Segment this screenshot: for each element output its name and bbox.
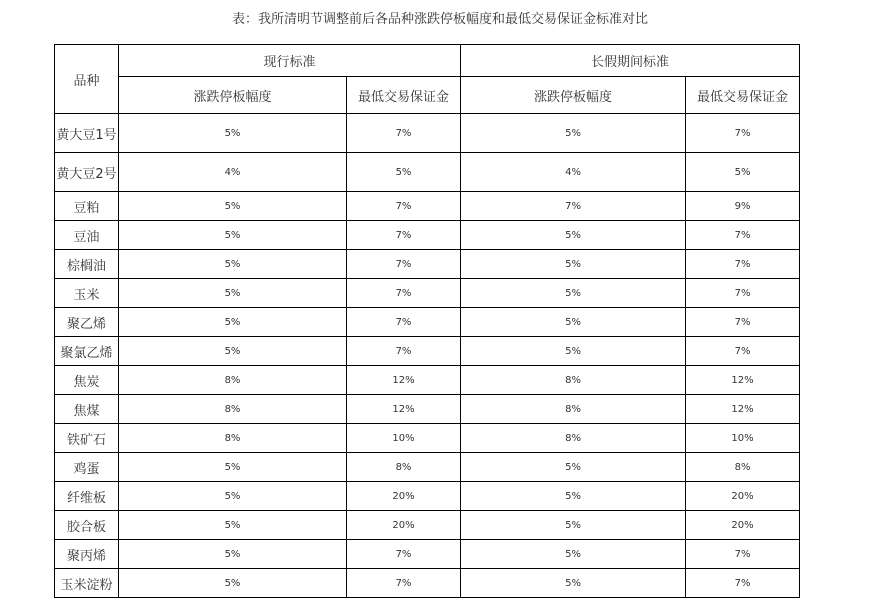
table-row [55,250,800,279]
header-group-row [55,45,800,77]
table-row [55,569,800,598]
variety-name-cell: 聚乙烯 [55,308,119,337]
table-row [55,153,800,192]
current-limit-cell: 5% [119,540,347,569]
holiday-margin-cell: 10% [686,424,800,453]
current-limit-cell: 4% [119,153,347,192]
header-sub-row [55,77,800,114]
holiday-margin-cell: 5% [686,153,800,192]
current-limit-cell: 8% [119,366,347,395]
variety-name-cell: 纤维板 [55,482,119,511]
holiday-margin-header: 最低交易保证金 [686,77,800,114]
holiday-standard-header: 长假期间标准 [461,45,800,77]
table-row [55,337,800,366]
holiday-margin-cell: 7% [686,308,800,337]
table-row [55,453,800,482]
current-margin-cell: 7% [347,192,461,221]
current-limit-cell: 5% [119,114,347,153]
holiday-limit-cell: 5% [461,482,686,511]
current-margin-cell: 7% [347,569,461,598]
current-margin-cell: 12% [347,395,461,424]
current-limit-cell: 5% [119,221,347,250]
variety-name-cell: 豆油 [55,221,119,250]
current-margin-cell: 20% [347,482,461,511]
current-limit-cell: 8% [119,395,347,424]
holiday-limit-cell: 5% [461,279,686,308]
holiday-limit-cell: 8% [461,366,686,395]
holiday-limit-cell: 8% [461,395,686,424]
current-margin-cell: 10% [347,424,461,453]
holiday-limit-cell: 5% [461,308,686,337]
holiday-margin-cell: 7% [686,569,800,598]
current-margin-cell: 7% [347,540,461,569]
current-limit-cell: 5% [119,192,347,221]
current-limit-cell: 5% [119,482,347,511]
current-limit-cell: 5% [119,453,347,482]
variety-name-cell: 棕榈油 [55,250,119,279]
holiday-limit-header: 涨跌停板幅度 [461,77,686,114]
current-limit-cell: 5% [119,337,347,366]
holiday-margin-cell: 7% [686,540,800,569]
current-margin-cell: 7% [347,279,461,308]
holiday-margin-cell: 12% [686,395,800,424]
variety-name-cell: 焦煤 [55,395,119,424]
variety-name-cell: 鸡蛋 [55,453,119,482]
current-margin-cell: 20% [347,511,461,540]
current-margin-cell: 8% [347,453,461,482]
margin-comparison-table [54,44,800,598]
table-caption: 表：我所清明节调整前后各品种涨跌停板幅度和最低交易保证金标准对比 [231,12,648,27]
holiday-margin-cell: 12% [686,366,800,395]
holiday-limit-cell: 5% [461,337,686,366]
holiday-margin-cell: 9% [686,192,800,221]
current-limit-cell: 5% [119,308,347,337]
holiday-margin-cell: 7% [686,114,800,153]
holiday-margin-cell: 20% [686,482,800,511]
variety-name-cell: 胶合板 [55,511,119,540]
table-row [55,221,800,250]
holiday-limit-cell: 5% [461,221,686,250]
holiday-limit-cell: 5% [461,250,686,279]
table-row [55,279,800,308]
holiday-limit-cell: 5% [461,540,686,569]
current-standard-header: 现行标准 [119,45,461,77]
variety-name-cell: 聚丙烯 [55,540,119,569]
holiday-limit-cell: 5% [461,114,686,153]
current-limit-cell: 5% [119,279,347,308]
table-row [55,424,800,453]
holiday-limit-cell: 7% [461,192,686,221]
current-margin-cell: 7% [347,337,461,366]
current-limit-cell: 5% [119,569,347,598]
table-row [55,192,800,221]
variety-name-cell: 黄大豆1号 [55,114,119,153]
variety-name-cell: 黄大豆2号 [55,153,119,192]
current-limit-cell: 5% [119,511,347,540]
holiday-limit-cell: 5% [461,453,686,482]
table-row [55,540,800,569]
table-header [55,45,800,114]
variety-name-cell: 豆粕 [55,192,119,221]
variety-name-cell: 玉米 [55,279,119,308]
current-margin-cell: 12% [347,366,461,395]
variety-name-cell: 聚氯乙烯 [55,337,119,366]
table-row [55,114,800,153]
variety-column-header: 品种 [55,45,119,114]
table-row [55,482,800,511]
table-row [55,308,800,337]
holiday-margin-cell: 7% [686,221,800,250]
current-margin-cell: 7% [347,250,461,279]
current-margin-cell: 7% [347,221,461,250]
current-margin-header: 最低交易保证金 [347,77,461,114]
current-limit-cell: 5% [119,250,347,279]
holiday-limit-cell: 4% [461,153,686,192]
current-limit-header: 涨跌停板幅度 [119,77,347,114]
holiday-margin-cell: 8% [686,453,800,482]
table-body [55,114,800,598]
holiday-margin-cell: 7% [686,337,800,366]
current-margin-cell: 7% [347,308,461,337]
current-limit-cell: 8% [119,424,347,453]
variety-name-cell: 焦炭 [55,366,119,395]
variety-name-cell: 铁矿石 [55,424,119,453]
table-row [55,511,800,540]
holiday-limit-cell: 5% [461,569,686,598]
holiday-limit-cell: 5% [461,511,686,540]
holiday-margin-cell: 20% [686,511,800,540]
holiday-margin-cell: 7% [686,250,800,279]
holiday-limit-cell: 8% [461,424,686,453]
table-row [55,395,800,424]
current-margin-cell: 5% [347,153,461,192]
table-row [55,366,800,395]
current-margin-cell: 7% [347,114,461,153]
variety-name-cell: 玉米淀粉 [55,569,119,598]
holiday-margin-cell: 7% [686,279,800,308]
